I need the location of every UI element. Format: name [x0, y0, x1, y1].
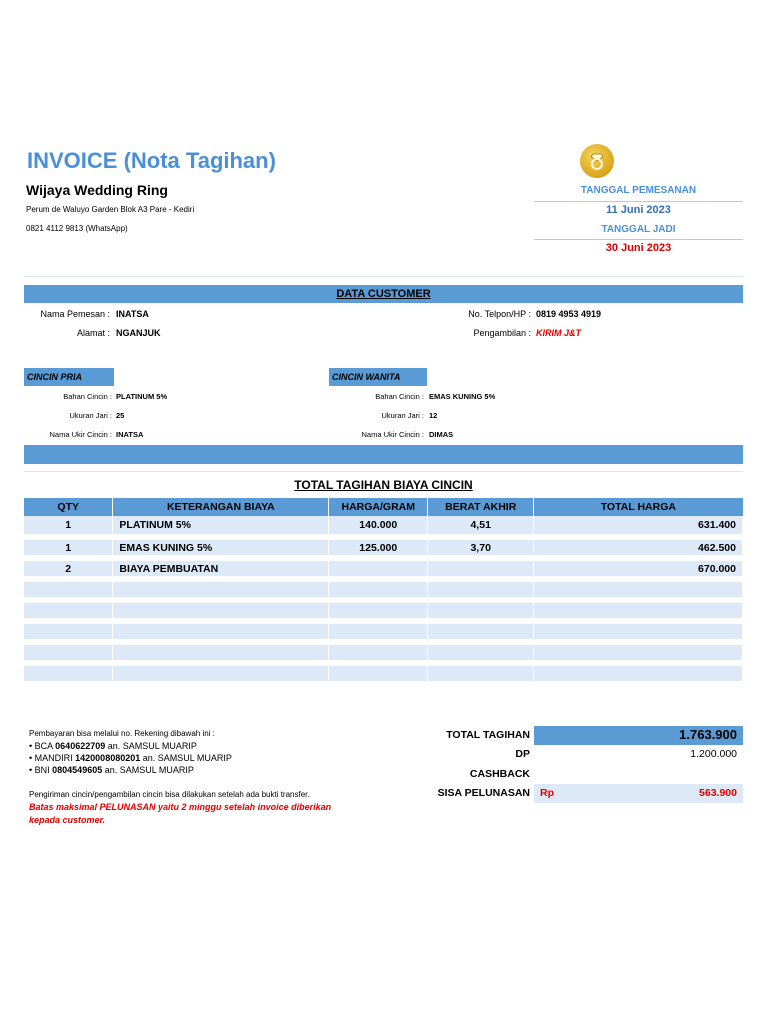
table-row	[24, 558, 743, 579]
customer-section-header: DATA CUSTOMER	[24, 285, 743, 303]
currency-symbol: Rp	[540, 787, 554, 799]
payment-deadline-warning-cont: kepada customer.	[29, 815, 106, 825]
row-description	[113, 579, 329, 600]
divider	[534, 201, 743, 202]
row-qty: 1	[24, 516, 113, 537]
row-price	[329, 663, 428, 684]
bank-account: • MANDIRI 1420008080201 an. SAMSUL MUARIP	[29, 753, 232, 763]
table-row	[24, 516, 743, 537]
female-engrave: DIMAS	[429, 430, 454, 439]
divider	[24, 276, 743, 277]
row-price	[329, 621, 428, 642]
row-total: 670.000	[534, 558, 743, 579]
table-row	[24, 663, 743, 684]
total-value: 1.763.900	[679, 727, 737, 742]
male-size: 25	[116, 411, 125, 420]
table-row	[24, 579, 743, 600]
table-row	[24, 621, 743, 642]
order-date-label: TANGGAL PEMESANAN	[580, 185, 697, 196]
total-label: TOTAL TAGIHAN	[446, 729, 530, 741]
divider	[534, 239, 743, 240]
row-weight: 3,70	[428, 537, 534, 558]
row-weight	[428, 642, 534, 663]
bank-account: • BCA 0640622709 an. SAMSUL MUARIP	[29, 741, 197, 751]
pickup-label: Pengambilan :	[473, 328, 531, 338]
customer-phone: 0819 4953 4919	[536, 309, 602, 319]
table-row	[24, 600, 743, 621]
customer-address: NGANJUK	[116, 328, 161, 338]
column-header-qty: QTY	[24, 498, 113, 516]
female-engrave-label: Nama Ukir Cincin :	[361, 430, 424, 439]
column-header-total: TOTAL HARGA	[534, 498, 743, 516]
row-qty	[24, 621, 113, 642]
customer-name: INATSA	[116, 309, 149, 319]
row-description: EMAS KUNING 5%	[113, 537, 329, 558]
row-description: PLATINUM 5%	[113, 516, 329, 537]
customer-address-label: Alamat :	[76, 328, 110, 338]
row-qty: 1	[24, 537, 113, 558]
column-header-weight: BERAT AKHIR	[428, 498, 534, 516]
row-qty	[24, 579, 113, 600]
delivery-note: Pengiriman cincin/pengambilan cincin bisa dilakukan setelah ada bukti transfer.	[29, 790, 310, 799]
done-date-label: TANGGAL JADI	[601, 224, 676, 235]
row-price	[329, 558, 428, 579]
dp-value: 1.200.000	[690, 748, 737, 760]
row-description	[113, 642, 329, 663]
row-weight: 4,51	[428, 516, 534, 537]
male-engrave-label: Nama Ukir Cincin :	[49, 430, 112, 439]
row-price: 125.000	[329, 537, 428, 558]
invoice-title: INVOICE (Nota Tagihan)	[27, 148, 276, 173]
divider	[24, 471, 743, 472]
male-material-label: Bahan Cincin :	[63, 392, 112, 401]
female-material-label: Bahan Cincin :	[375, 392, 424, 401]
table-row	[24, 537, 743, 558]
row-price	[329, 600, 428, 621]
row-description	[113, 600, 329, 621]
row-weight	[428, 558, 534, 579]
column-header-description: KETERANGAN BIAYA	[113, 498, 329, 516]
male-ring-heading: CINCIN PRIA	[24, 368, 114, 386]
row-description	[113, 663, 329, 684]
row-total	[534, 579, 743, 600]
customer-name-label: Nama Pemesan :	[40, 309, 110, 319]
bank-account: • BNI 0804549605 an. SAMSUL MUARIP	[29, 765, 194, 775]
row-weight	[428, 600, 534, 621]
payment-intro: Pembayaran bisa melalui no. Rekening dibawah ini :	[29, 729, 215, 738]
row-qty	[24, 663, 113, 684]
section-divider-bar	[24, 445, 743, 464]
payment-info	[29, 728, 232, 776]
row-total	[534, 600, 743, 621]
billing-table	[24, 498, 743, 687]
company-phone: 0821 4112 9813 (WhatsApp)	[26, 224, 128, 233]
row-description: BIAYA PEMBUATAN	[113, 558, 329, 579]
row-weight	[428, 621, 534, 642]
pickup-method: KIRIM J&T	[536, 328, 581, 338]
company-address: Perum de Waluyo Garden Blok A3 Pare - Kediri	[26, 205, 195, 214]
dp-label: DP	[515, 748, 530, 760]
row-price	[329, 642, 428, 663]
row-qty	[24, 600, 113, 621]
row-total	[534, 663, 743, 684]
row-price	[329, 579, 428, 600]
remaining-value: 563.900	[699, 787, 737, 799]
column-header-price: HARGA/GRAM	[329, 498, 428, 516]
female-material: EMAS KUNING 5%	[429, 392, 496, 401]
row-price: 140.000	[329, 516, 428, 537]
female-ring-heading: CINCIN WANITA	[329, 368, 427, 386]
table-row	[24, 642, 743, 663]
row-qty	[24, 642, 113, 663]
female-size-label: Ukuran Jari :	[381, 411, 424, 420]
payment-deadline-warning: Batas maksimal PELUNASAN yaitu 2 minggu setelah invoice diberikan	[29, 802, 332, 812]
male-material: PLATINUM 5%	[116, 392, 168, 401]
row-weight	[428, 663, 534, 684]
remaining-label: SISA PELUNASAN	[437, 787, 530, 799]
billing-header-row	[24, 498, 743, 516]
row-total	[534, 621, 743, 642]
row-total	[534, 642, 743, 663]
row-total: 631.400	[534, 516, 743, 537]
male-engrave: INATSA	[116, 430, 144, 439]
row-qty: 2	[24, 558, 113, 579]
row-total: 462.500	[534, 537, 743, 558]
customer-phone-label: No. Telpon/HP :	[468, 309, 531, 319]
order-date: 11 Juni 2023	[606, 204, 671, 216]
female-size: 12	[429, 411, 438, 420]
ring-logo-icon	[580, 144, 614, 178]
cashback-label: CASHBACK	[469, 768, 530, 780]
done-date: 30 Juni 2023	[605, 242, 672, 254]
male-size-label: Ukuran Jari :	[69, 411, 112, 420]
billing-title: TOTAL TAGIHAN BIAYA CINCIN	[294, 478, 473, 492]
row-description	[113, 621, 329, 642]
row-weight	[428, 579, 534, 600]
company-name: Wijaya Wedding Ring	[26, 182, 168, 198]
